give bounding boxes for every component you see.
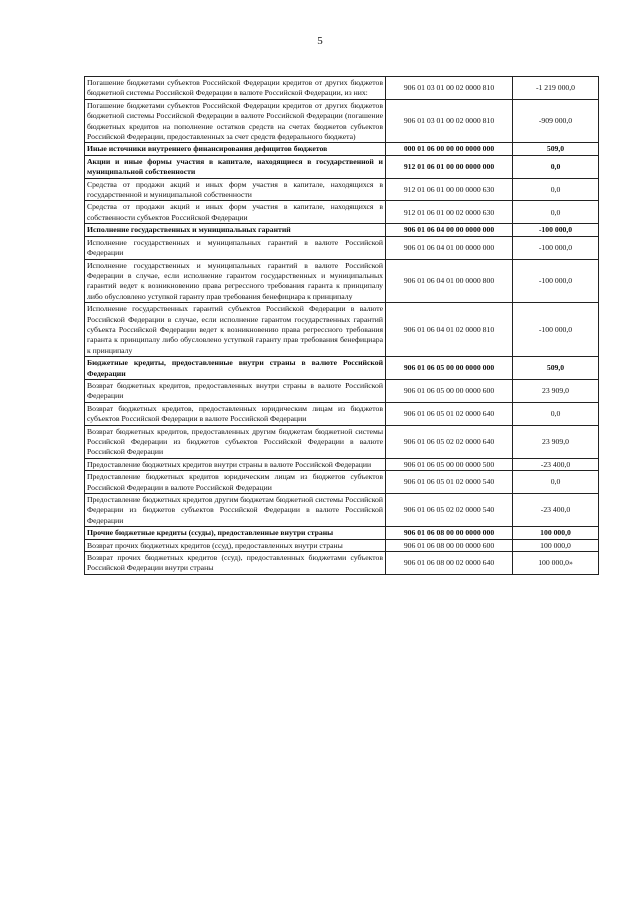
source-name-cell: Погашение бюджетами субъектов Российской Федерации кредитов от других бюджетов бюджетной системы Российской Федерации в валюте Российской Федерации, из них: [85, 77, 386, 100]
budget-code-cell: 906 01 06 05 00 00 0000 600 [386, 379, 513, 402]
table-row [85, 201, 599, 224]
budget-code-cell: 906 01 06 04 00 00 0000 000 [386, 224, 513, 236]
source-name-cell: Иные источники внутреннего финансирования дефицитов бюджетов [85, 143, 386, 155]
table-row [85, 471, 599, 494]
budget-code-cell: 906 01 06 04 01 00 0000 800 [386, 259, 513, 303]
table-row [85, 494, 599, 527]
source-name-cell: Возврат бюджетных кредитов, предоставленных другим бюджетам бюджетной системы Российской Федерации из бюджетов субъектов Российской Федерации в валюте Российской Федерации [85, 425, 386, 458]
source-name-cell: Прочие бюджетные кредиты (ссуды), предоставленные внутри страны [85, 527, 386, 539]
amount-cell: 509,0 [513, 357, 599, 380]
budget-code-cell: 912 01 06 01 00 00 0000 000 [386, 155, 513, 178]
source-name-cell: Исполнение государственных и муниципальных гарантий в валюте Российской Федерации в случае, если исполнение гарантом государственных и муниципальных гарантий ведет к возникновению права регрессного требования гаранта к принципалу либо обусловлено уступкой гаранту прав требования бенефициара к принципалу [85, 259, 386, 303]
amount-cell: -23 400,0 [513, 458, 599, 470]
table-row [85, 178, 599, 201]
source-name-cell: Исполнение государственных и муниципальных гарантий в валюте Российской Федерации [85, 236, 386, 259]
amount-cell: -100 000,0 [513, 303, 599, 357]
budget-code-cell: 906 01 06 05 01 02 0000 640 [386, 402, 513, 425]
table-row [85, 539, 599, 551]
table-row [85, 425, 599, 458]
source-name-cell: Средства от продажи акций и иных форм участия в капитале, находящихся в государственной и муниципальной собственности [85, 178, 386, 201]
table-body [85, 77, 599, 575]
amount-cell: 100 000,0 [513, 527, 599, 539]
budget-code-cell: 906 01 06 05 02 02 0000 540 [386, 494, 513, 527]
amount-cell: 23 909,0 [513, 425, 599, 458]
table-row [85, 77, 599, 100]
amount-cell: -1 219 000,0 [513, 77, 599, 100]
source-name-cell: Возврат бюджетных кредитов, предоставленных внутри страны в валюте Российской Федерации [85, 379, 386, 402]
table-row [85, 259, 599, 303]
budget-code-cell: 906 01 03 01 00 02 0000 810 [386, 77, 513, 100]
budget-code-cell: 912 01 06 01 00 00 0000 630 [386, 178, 513, 201]
source-name-cell: Исполнение государственных и муниципальных гарантий [85, 224, 386, 236]
table-row [85, 357, 599, 380]
source-name-cell: Предоставление бюджетных кредитов другим бюджетам бюджетной системы Российской Федерации из бюджетов субъектов Российской Федерации в валюте Российской Федерации [85, 494, 386, 527]
budget-code-cell: 906 01 06 04 01 02 0000 810 [386, 303, 513, 357]
budget-code-cell: 906 01 06 08 00 00 0000 000 [386, 527, 513, 539]
amount-cell: 0,0 [513, 201, 599, 224]
budget-code-cell: 906 01 06 08 00 00 0000 600 [386, 539, 513, 551]
budget-code-cell: 000 01 06 00 00 00 0000 000 [386, 143, 513, 155]
budget-code-cell: 906 01 06 04 01 00 0000 000 [386, 236, 513, 259]
amount-cell: -909 000,0 [513, 99, 599, 143]
source-name-cell: Акции и иные формы участия в капитале, находящиеся в государственной и муниципальной собственности [85, 155, 386, 178]
source-name-cell: Бюджетные кредиты, предоставленные внутри страны в валюте Российской Федерации [85, 357, 386, 380]
budget-code-cell: 906 01 06 05 02 02 0000 640 [386, 425, 513, 458]
amount-cell: 100 000,0» [513, 552, 599, 575]
source-name-cell: Погашение бюджетами субъектов Российской Федерации кредитов от других бюджетов бюджетной системы Российской Федерации в валюте Российской Федерации (погашение бюджетных кредитов на пополнение остатков средств на счетах бюджетов субъектов Российской Федерации, предоставленных за счет средств федерального бюджета) [85, 99, 386, 143]
source-name-cell: Предоставление бюджетных кредитов юридическим лицам из бюджетов субъектов Российской Федерации в валюте Российской Федерации [85, 471, 386, 494]
table-row [85, 224, 599, 236]
budget-code-cell: 906 01 06 05 01 02 0000 540 [386, 471, 513, 494]
amount-cell: -23 400,0 [513, 494, 599, 527]
page-number: 5 [317, 35, 323, 47]
source-name-cell: Возврат прочих бюджетных кредитов (ссуд), предоставленных внутри страны [85, 539, 386, 551]
table-row [85, 402, 599, 425]
amount-cell: -100 000,0 [513, 236, 599, 259]
source-name-cell: Средства от продажи акций и иных форм участия в капитале, находящихся в собственности субъектов Российской Федерации [85, 201, 386, 224]
source-name-cell: Исполнение государственных гарантий субъектов Российской Федерации в валюте Российской Федерации в случае, если исполнение гарантом государственных гарантий субъекта Российской Федерации ведет к возникновению права регрессного требования гаранта к принципалу либо обусловлено уступкой гаранту прав требования бенефициара к принципалу [85, 303, 386, 357]
budget-sources-table [84, 76, 599, 575]
budget-code-cell: 906 01 06 05 00 00 0000 500 [386, 458, 513, 470]
table-row [85, 99, 599, 143]
source-name-cell: Возврат бюджетных кредитов, предоставленных юридическим лицам из бюджетов субъектов Российской Федерации в валюте Российской Федерации [85, 402, 386, 425]
table-row [85, 155, 599, 178]
source-name-cell: Предоставление бюджетных кредитов внутри страны в валюте Российской Федерации [85, 458, 386, 470]
table-row [85, 552, 599, 575]
table-row [85, 143, 599, 155]
amount-cell: 100 000,0 [513, 539, 599, 551]
budget-code-cell: 906 01 06 08 00 02 0000 640 [386, 552, 513, 575]
budget-code-cell: 912 01 06 01 00 02 0000 630 [386, 201, 513, 224]
table-row [85, 303, 599, 357]
table-row [85, 527, 599, 539]
source-name-cell: Возврат прочих бюджетных кредитов (ссуд), предоставленных бюджетами субъектов Российской Федерации внутри страны [85, 552, 386, 575]
amount-cell: 0,0 [513, 402, 599, 425]
table-row [85, 458, 599, 470]
amount-cell: -100 000,0 [513, 259, 599, 303]
amount-cell: 0,0 [513, 178, 599, 201]
amount-cell: 23 909,0 [513, 379, 599, 402]
amount-cell: 509,0 [513, 143, 599, 155]
amount-cell: 0,0 [513, 471, 599, 494]
budget-code-cell: 906 01 06 05 00 00 0000 000 [386, 357, 513, 380]
table-row [85, 236, 599, 259]
amount-cell: 0,0 [513, 155, 599, 178]
amount-cell: -100 000,0 [513, 224, 599, 236]
table-row [85, 379, 599, 402]
budget-code-cell: 906 01 03 01 00 02 0000 810 [386, 99, 513, 143]
